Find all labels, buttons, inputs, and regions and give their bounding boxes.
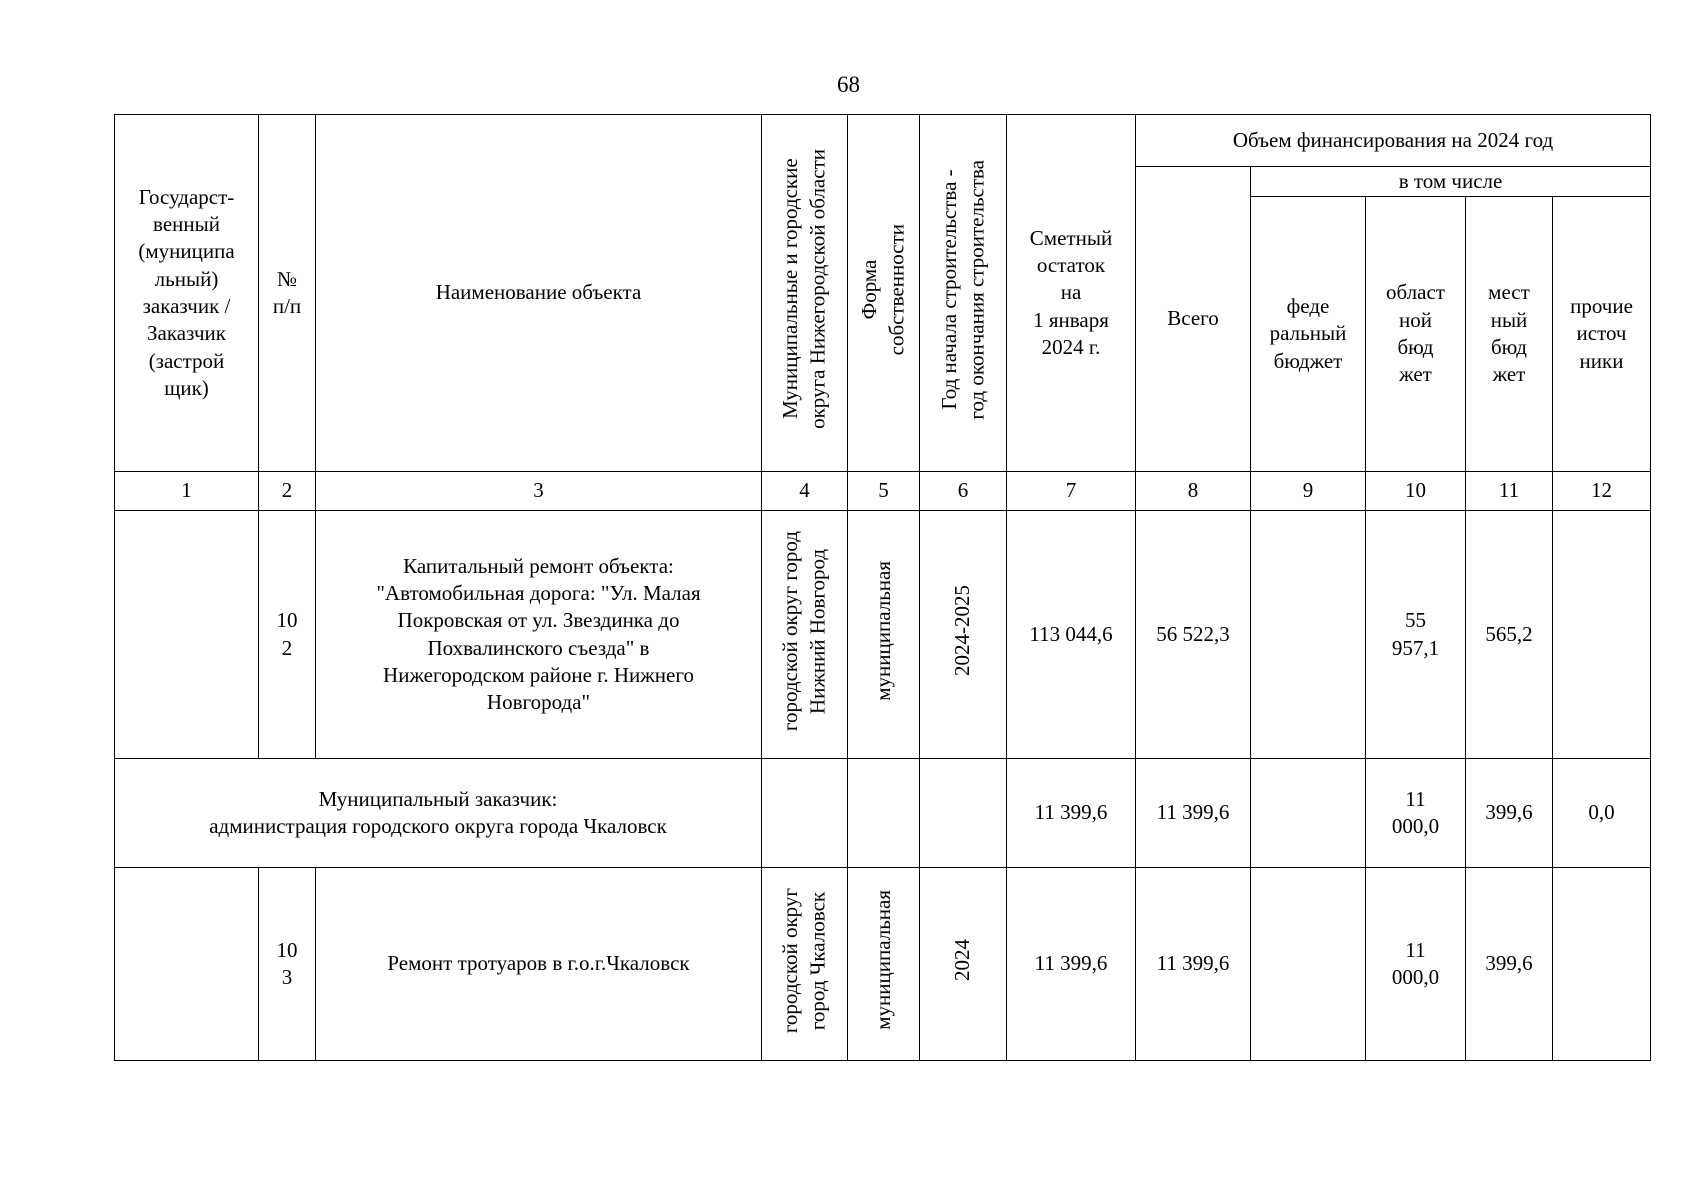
row-total: 56 522,3	[1136, 511, 1251, 759]
group-customer-label: Муниципальный заказчик: администрация городского округа города Чкаловск	[115, 759, 762, 868]
table-group-row	[115, 759, 1651, 868]
column-number: 2	[259, 472, 316, 511]
header-number: № п/п	[259, 115, 316, 472]
row-local: 399,6	[1466, 868, 1553, 1061]
column-number: 8	[1136, 472, 1251, 511]
group-total: 11 399,6	[1136, 759, 1251, 868]
row-object-name: Капитальный ремонт объекта: "Автомобильная дорога: "Ул. Малая Покровская от ул. Звездинка до Похвалинского съезда" в Нижегородском районе г. Нижнего Новгорода"	[316, 511, 762, 759]
group-ownership	[848, 759, 920, 868]
financing-table	[114, 114, 1651, 1061]
row-federal	[1251, 511, 1366, 759]
column-number: 3	[316, 472, 762, 511]
group-regional: 11 000,0	[1366, 759, 1466, 868]
row-estimate: 11 399,6	[1007, 868, 1136, 1061]
header-total: Всего	[1136, 167, 1251, 472]
row-local: 565,2	[1466, 511, 1553, 759]
column-number: 11	[1466, 472, 1553, 511]
row-years: 2024-2025	[920, 511, 1007, 759]
row-regional: 11 000,0	[1366, 868, 1466, 1061]
group-estimate: 11 399,6	[1007, 759, 1136, 868]
row-ownership: муниципальная	[848, 511, 920, 759]
header-years: Год начала строительства - год окончания строительства	[920, 115, 1007, 472]
group-years	[920, 759, 1007, 868]
header-including: в том числе	[1251, 167, 1651, 197]
header-estimate: Сметный остаток на 1 января 2024 г.	[1007, 115, 1136, 472]
column-number: 6	[920, 472, 1007, 511]
header-ownership: Форма собственности	[848, 115, 920, 472]
row-number: 10 2	[259, 511, 316, 759]
group-other: 0,0	[1553, 759, 1651, 868]
row-ownership: муниципальная	[848, 868, 920, 1061]
row-estimate: 113 044,6	[1007, 511, 1136, 759]
header-local: мест ный бюд жет	[1466, 197, 1553, 472]
table-row	[115, 511, 1651, 759]
column-number: 1	[115, 472, 259, 511]
row-total: 11 399,6	[1136, 868, 1251, 1061]
column-number: 9	[1251, 472, 1366, 511]
header-other: прочие источ ники	[1553, 197, 1651, 472]
column-number: 12	[1553, 472, 1651, 511]
group-municipality	[762, 759, 848, 868]
header-funding-group: Объем финансирования на 2024 год	[1136, 115, 1651, 167]
column-number: 7	[1007, 472, 1136, 511]
column-number: 4	[762, 472, 848, 511]
row-years: 2024	[920, 868, 1007, 1061]
page-number: 68	[837, 72, 860, 97]
group-federal	[1251, 759, 1366, 868]
table-row	[115, 868, 1651, 1061]
row-object-name: Ремонт тротуаров в г.о.г.Чкаловск	[316, 868, 762, 1061]
row-federal	[1251, 868, 1366, 1061]
column-number: 5	[848, 472, 920, 511]
header-federal: феде ральный бюджет	[1251, 197, 1366, 472]
row-customer	[115, 868, 259, 1061]
header-customer: Государст- венный (муниципа льный) заказчик / Заказчик (застрой щик)	[115, 115, 259, 472]
header-municipality: Муниципальные и городские округа Нижегородской области	[762, 115, 848, 472]
column-number: 10	[1366, 472, 1466, 511]
row-municipality: городской округ город Нижний Новгород	[762, 511, 848, 759]
header-regional: област ной бюд жет	[1366, 197, 1466, 472]
row-other	[1553, 868, 1651, 1061]
group-local: 399,6	[1466, 759, 1553, 868]
row-number: 10 3	[259, 868, 316, 1061]
row-regional: 55 957,1	[1366, 511, 1466, 759]
header-object-name: Наименование объекта	[316, 115, 762, 472]
column-number-row	[115, 472, 1651, 511]
row-customer	[115, 511, 259, 759]
row-municipality: городской округ город Чкаловск	[762, 868, 848, 1061]
row-other	[1553, 511, 1651, 759]
